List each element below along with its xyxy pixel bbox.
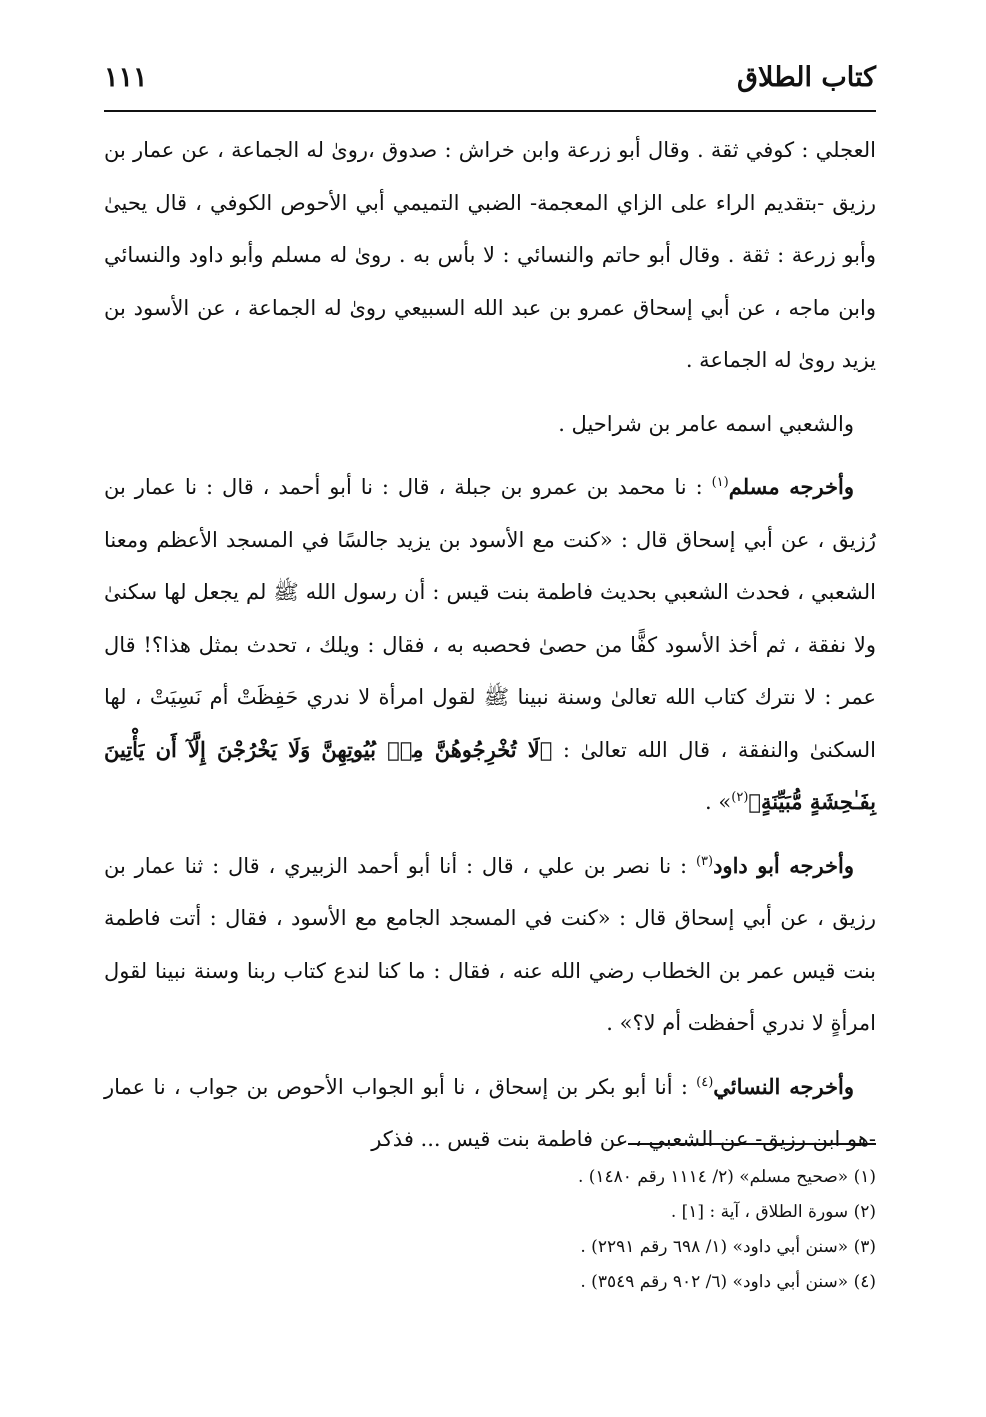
paragraph-text: : أنا أبو بكر بن إسحاق ، نا أبو الجواب الأحوص بن جواب ، نا عمار -هو ابن رزيق- عن الشعبي ، عن فاطمة بنت قيس ... فذكر — [104, 1074, 876, 1151]
main-text — [104, 124, 876, 1166]
paragraph-shabi — [104, 398, 876, 451]
source-lead: وأخرجه النسائي — [713, 1073, 854, 1099]
page-header — [104, 62, 876, 106]
footnote-rule — [628, 1143, 876, 1145]
page-number: ١١١ — [104, 62, 148, 93]
footnote-item: (٤) «سنن أبي داود» (٦/ ٩٠٢ رقم ٣٥٤٩) . — [580, 1272, 876, 1292]
footnote-ref: (٢) — [731, 790, 749, 805]
footnotes — [104, 1160, 876, 1300]
paragraph-narrators — [104, 124, 876, 387]
chapter-title: كتاب الطلاق — [737, 62, 876, 93]
paragraph-nasai — [104, 1061, 876, 1166]
footnote-ref: (٣) — [695, 853, 714, 869]
paragraph-muslim — [104, 461, 876, 829]
footnote-item: (١) «صحيح مسلم» (٢/ ١١١٤ رقم ١٤٨٠) . — [577, 1167, 876, 1187]
quran-verse: ﴿لَا تُخْرِجُوهُنَّ مِنۢ بُيُوتِهِنَّ وَلَا يَخْرُجْنَ إِلَّآ أَن يَأْتِينَ بِفَـٰحِشَةٍ مُّبَيِّنَةٍ﴾ — [104, 736, 876, 814]
footnote-ref: (١) — [711, 475, 729, 490]
footnote-ref: (٤) — [696, 1074, 714, 1090]
paragraph-text: : نا نصر بن علي ، قال : أنا أبو أحمد الزبيري ، قال : ثنا عمار بن رزيق ، عن أبي إسحاق قال : «كنت في المسجد الجامع مع الأسود ، فقال : أتت فاطمة بنت قيس عمر بن الخطاب رضي الله عنه ، فقال : ما كنا لندع كتاب ربنا وسنة نبينا لقول امرأةٍ لا ندري أحفظت أم لا؟» . — [104, 853, 876, 1035]
quote-close: » . — [705, 790, 732, 814]
source-lead: وأخرجه أبو داود — [713, 852, 854, 878]
footnote-item: (٣) «سنن أبي داود» (١/ ٦٩٨ رقم ٢٢٩١) . — [580, 1237, 876, 1257]
source-lead: وأخرجه مسلم — [728, 474, 854, 499]
paragraph-text: العجلي : كوفي ثقة . وقال أبو زرعة وابن خراش : صدوق ،روىٰ له الجماعة ، عن عمار بن رزيق -بتقديم الراء على الزاي المعجمة- الضبي التميمي أبي الأحوص الكوفي ، قال يحيىٰ وأبو زرعة : ثقة . وقال أبو حاتم والنسائي : لا بأس به . روىٰ له مسلم وأبو داود والنسائي وابن ماجه ، عن أبي إسحاق عمرو بن عبد الله السبيعي روىٰ له الجماعة ، عن الأسود بن يزيد روىٰ له الجماعة . — [104, 138, 877, 372]
footnote-item: (٢) سورة الطلاق ، آية : [١] . — [670, 1202, 876, 1222]
header-rule — [104, 110, 876, 112]
paragraph-abu-dawud — [104, 840, 876, 1050]
paragraph-text: والشعبي اسمه عامر بن شراحيل . — [558, 411, 854, 436]
paragraph-text: : نا محمد بن عمرو بن جبلة ، قال : نا أبو أحمد ، قال : نا عمار بن رُزيق ، عن أبي إسحاق قال : «كنت مع الأسود بن يزيد جالسًا في المسجد الأعظم ومعنا الشعبي ، فحدث الشعبي بحديث فاطمة بنت قيس : أن رسول الله ﷺ لم يجعل لها سكنىٰ ولا نفقة ، ثم أخذ الأسود كفًّا من حصىٰ فحصبه به ، فقال : ويلك ، تحدث بمثل هذا؟! قال عمر : لا نترك كتاب الله تعالىٰ وسنة نبينا ﷺ لقول امرأة لا ندري حَفِظَتْ أم نَسِيَتْ ، لها السكنىٰ والنفقة ، قال الله تعالىٰ : — [104, 475, 876, 762]
